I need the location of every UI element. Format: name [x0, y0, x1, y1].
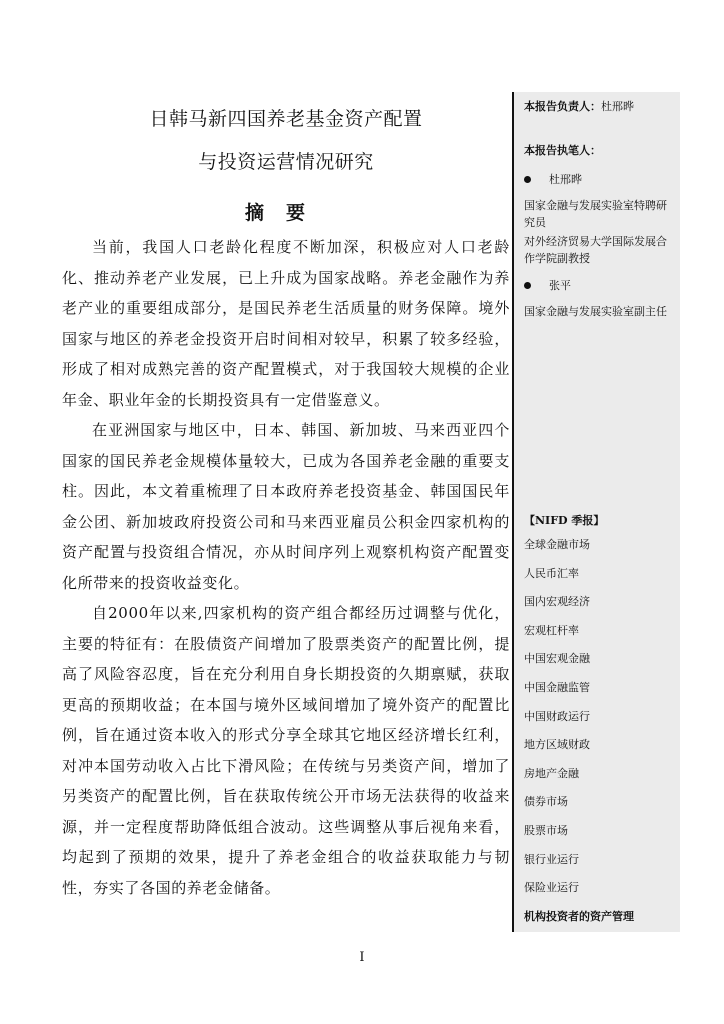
nifd-item[interactable]: 国内宏观经济 — [524, 595, 590, 609]
nifd-heading: 【NIFD 季报】 — [524, 514, 605, 527]
bullet-icon — [524, 282, 531, 289]
main-content — [62, 92, 510, 903]
abstract-paragraph-3: 自2000年以来,四家机构的资产组合都经历过调整与优化，主要的特征有：在股债资产间增加了股票类资产的配置比例，提高了风险容忍度，旨在充分利用自身长期投资的久期禀赋，获取更高的预期收益；在本国与境外区域间增加了境外资产的配置比例，旨在通过资本收入的形式分享全球其它地区经济增长红利，对冲本国劳动收入占比下滑风险；在传统与另类资产间，增加了另类资产的配置比例，旨在获取传统公开市场无法获得的收益来源，并一定程度帮助降低组合波动。这些调整从事后视角来看，均起到了预期的效果，提升了养老金组合的收益获取能力与韧性，夯实了各国的养老金储备。 — [62, 604, 510, 897]
nifd-item[interactable]: 人民币汇率 — [524, 566, 579, 580]
abstract-paragraph-2: 在亚洲国家与地区中，日本、韩国、新加坡、马来西亚四个国家的国民养老金规模体量较大，已成为各国养老金融的重要支柱。因此，本文着重梳理了日本政府养老投资基金、韩国国民年金公团、新加坡政府投资公司和马来西亚雇员公积金四家机构的资产配置与投资组合情况，亦从时间序列上观察机构资产配置变化所带来的投资收益变化。 — [62, 421, 510, 592]
abstract-heading: 摘要 — [244, 202, 327, 224]
responsible-name: 杜邢晔 — [601, 100, 634, 113]
author-1-desc-1: 国家金融与发展实验室特聘研究员 — [524, 199, 667, 229]
nifd-item[interactable]: 中国财政运行 — [524, 709, 590, 723]
nifd-item[interactable]: 中国金融监管 — [524, 680, 590, 694]
nifd-item[interactable]: 全球金融市场 — [524, 538, 590, 551]
author-1 — [524, 171, 674, 188]
page-number: I — [359, 950, 365, 965]
author-2-name: 张平 — [549, 279, 571, 292]
responsible-label: 本报告负责人： — [524, 100, 601, 113]
report-title-line2: 与投资运营情况研究 — [198, 151, 374, 173]
report-title-line1: 日韩马新四国养老基金资产配置 — [149, 108, 423, 130]
nifd-item[interactable]: 中国宏观金融 — [524, 652, 590, 666]
nifd-item[interactable]: 银行业运行 — [524, 852, 579, 866]
responsible-person — [524, 98, 674, 115]
author-2 — [524, 277, 674, 294]
authors-label: 本报告执笔人： — [524, 144, 601, 157]
author-1-desc-2: 对外经济贸易大学国际发展合作学院副教授 — [524, 235, 667, 265]
sidebar — [512, 92, 680, 932]
nifd-list — [524, 536, 634, 936]
nifd-item[interactable]: 房地产金融 — [524, 766, 579, 780]
nifd-item[interactable]: 地方区域财政 — [524, 738, 590, 752]
nifd-item[interactable]: 宏观杠杆率 — [524, 623, 579, 637]
author-2-desc-1: 国家金融与发展实验室副主任 — [524, 305, 667, 318]
nifd-item[interactable]: 债券市场 — [524, 795, 568, 809]
nifd-item[interactable]: 机构投资者的资产管理 — [524, 909, 634, 923]
abstract-paragraph-1: 当前，我国人口老龄化程度不断加深，积极应对人口老龄化、推动养老产业发展，已上升成为国家战略。养老金融作为养老产业的重要组成部分，是国民养老生活质量的财务保障。境外国家与地区的养老金投资开启时间相对较早，积累了较多经验，形成了相对成熟完善的资产配置模式，对于我国较大规模的企业年金、职业年金的长期投资具有一定借鉴意义。 — [62, 238, 510, 409]
bullet-icon — [524, 176, 531, 183]
nifd-item[interactable]: 股票市场 — [524, 823, 568, 837]
author-1-name: 杜邢晔 — [549, 173, 582, 186]
nifd-item[interactable]: 保险业运行 — [524, 881, 579, 895]
